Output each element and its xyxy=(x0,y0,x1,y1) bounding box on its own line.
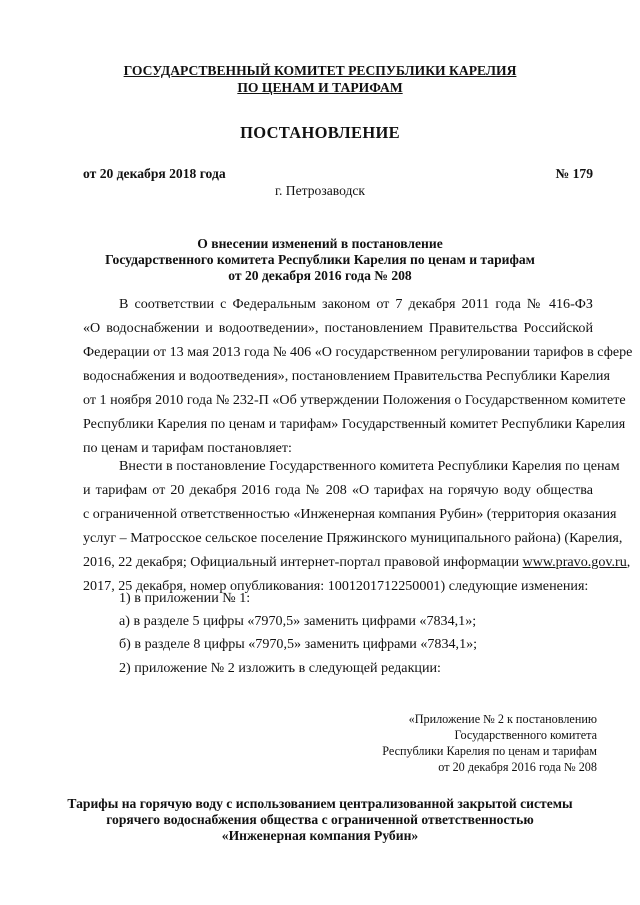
paragraph-text: , xyxy=(626,554,631,570)
paragraph-line: услуг – Матросское сельское поселение Пряжинского муниципального района) (Карелия, xyxy=(83,530,623,546)
subject-line3: от 20 декабря 2016 года № 208 xyxy=(228,268,412,283)
subject-line2: Государственного комитета Республики Карелия по ценам и тарифам xyxy=(105,252,535,267)
appendix-ref-line3: Республики Карелия по ценам и тарифам xyxy=(382,744,597,758)
org-name-line2: ПО ЦЕНАМ И ТАРИФАМ xyxy=(237,80,403,95)
paragraph-line: «О водоснабжении и водоотведении», постановлением Правительства Российской xyxy=(83,320,593,336)
appendix-ref-line2: Государственного комитета xyxy=(454,728,597,742)
tariff-title-line1: Тарифы на горячую воду с использованием централизованной закрытой системы xyxy=(67,796,573,811)
paragraph-line: Федерации от 13 мая 2013 года № 406 «О государственном регулировании тарифов в сфере xyxy=(83,344,633,360)
paragraph-line: по ценам и тарифам постановляет: xyxy=(83,440,292,456)
paragraph-line: водоснабжения и водоотведения», постановлением Правительства Республики Карелия xyxy=(83,368,610,384)
paragraph-amendments xyxy=(83,454,631,598)
paragraph-line: 2017, 25 декабря, номер опубликования: 1001201712250001) следующие изменения: xyxy=(83,578,589,594)
paragraph-line-with-link xyxy=(83,550,631,574)
amendment-item-1b: б) в разделе 8 цифры «7970,5» заменить цифрами «7834,1»; xyxy=(119,636,478,652)
paragraph-line: от 1 ноября 2010 года № 232-П «Об утверждении Положения о Государственном комитете xyxy=(83,392,626,408)
document-city: г. Петрозаводск xyxy=(274,183,366,198)
amendment-item-1a: а) в разделе 5 цифры «7970,5» заменить цифрами «7834,1»; xyxy=(119,613,477,629)
paragraph-line: и тарифам от 20 декабря 2016 года № 208 «О тарифах на горячую воду общества xyxy=(83,482,593,498)
appendix-ref-line4: от 20 декабря 2016 года № 208 xyxy=(438,760,597,774)
tariff-title-line3: «Инженерная компания Рубин» xyxy=(221,828,419,843)
paragraph-line: с ограниченной ответственностью «Инженерная компания Рубин» (территория оказания xyxy=(83,506,617,522)
document-number: № 179 xyxy=(555,166,593,181)
paragraph-line: В соответствии с Федеральным законом от 7 декабря 2011 года № 416-ФЗ xyxy=(119,296,593,312)
paragraph-text: 2016, 22 декабря; Официальный интернет-портал правовой информации xyxy=(83,554,523,570)
paragraph-legal-basis xyxy=(83,292,633,460)
amendment-item-2: 2) приложение № 2 изложить в следующей редакции: xyxy=(119,660,441,676)
subject-line1: О внесении изменений в постановление xyxy=(197,236,443,251)
paragraph-line: Республики Карелия по ценам и тарифам» Государственный комитет Республики Карелия xyxy=(83,416,626,432)
appendix-ref-line1: «Приложение № 2 к постановлению xyxy=(408,712,597,726)
document-date: от 20 декабря 2018 года xyxy=(83,166,226,181)
paragraph-line: Внести в постановление Государственного комитета Республики Карелия по ценам xyxy=(119,458,620,474)
document-type-title: ПОСТАНОВЛЕНИЕ xyxy=(240,123,400,142)
org-name-line1: ГОСУДАРСТВЕННЫЙ КОМИТЕТ РЕСПУБЛИКИ КАРЕЛИЯ xyxy=(123,63,517,78)
amendment-item-1: 1) в приложении № 1: xyxy=(119,590,251,606)
tariff-title-line2: горячего водоснабжения общества с ограниченной ответственностью xyxy=(106,812,534,827)
pravo-gov-link[interactable]: www.pravo.gov.ru xyxy=(522,554,627,570)
